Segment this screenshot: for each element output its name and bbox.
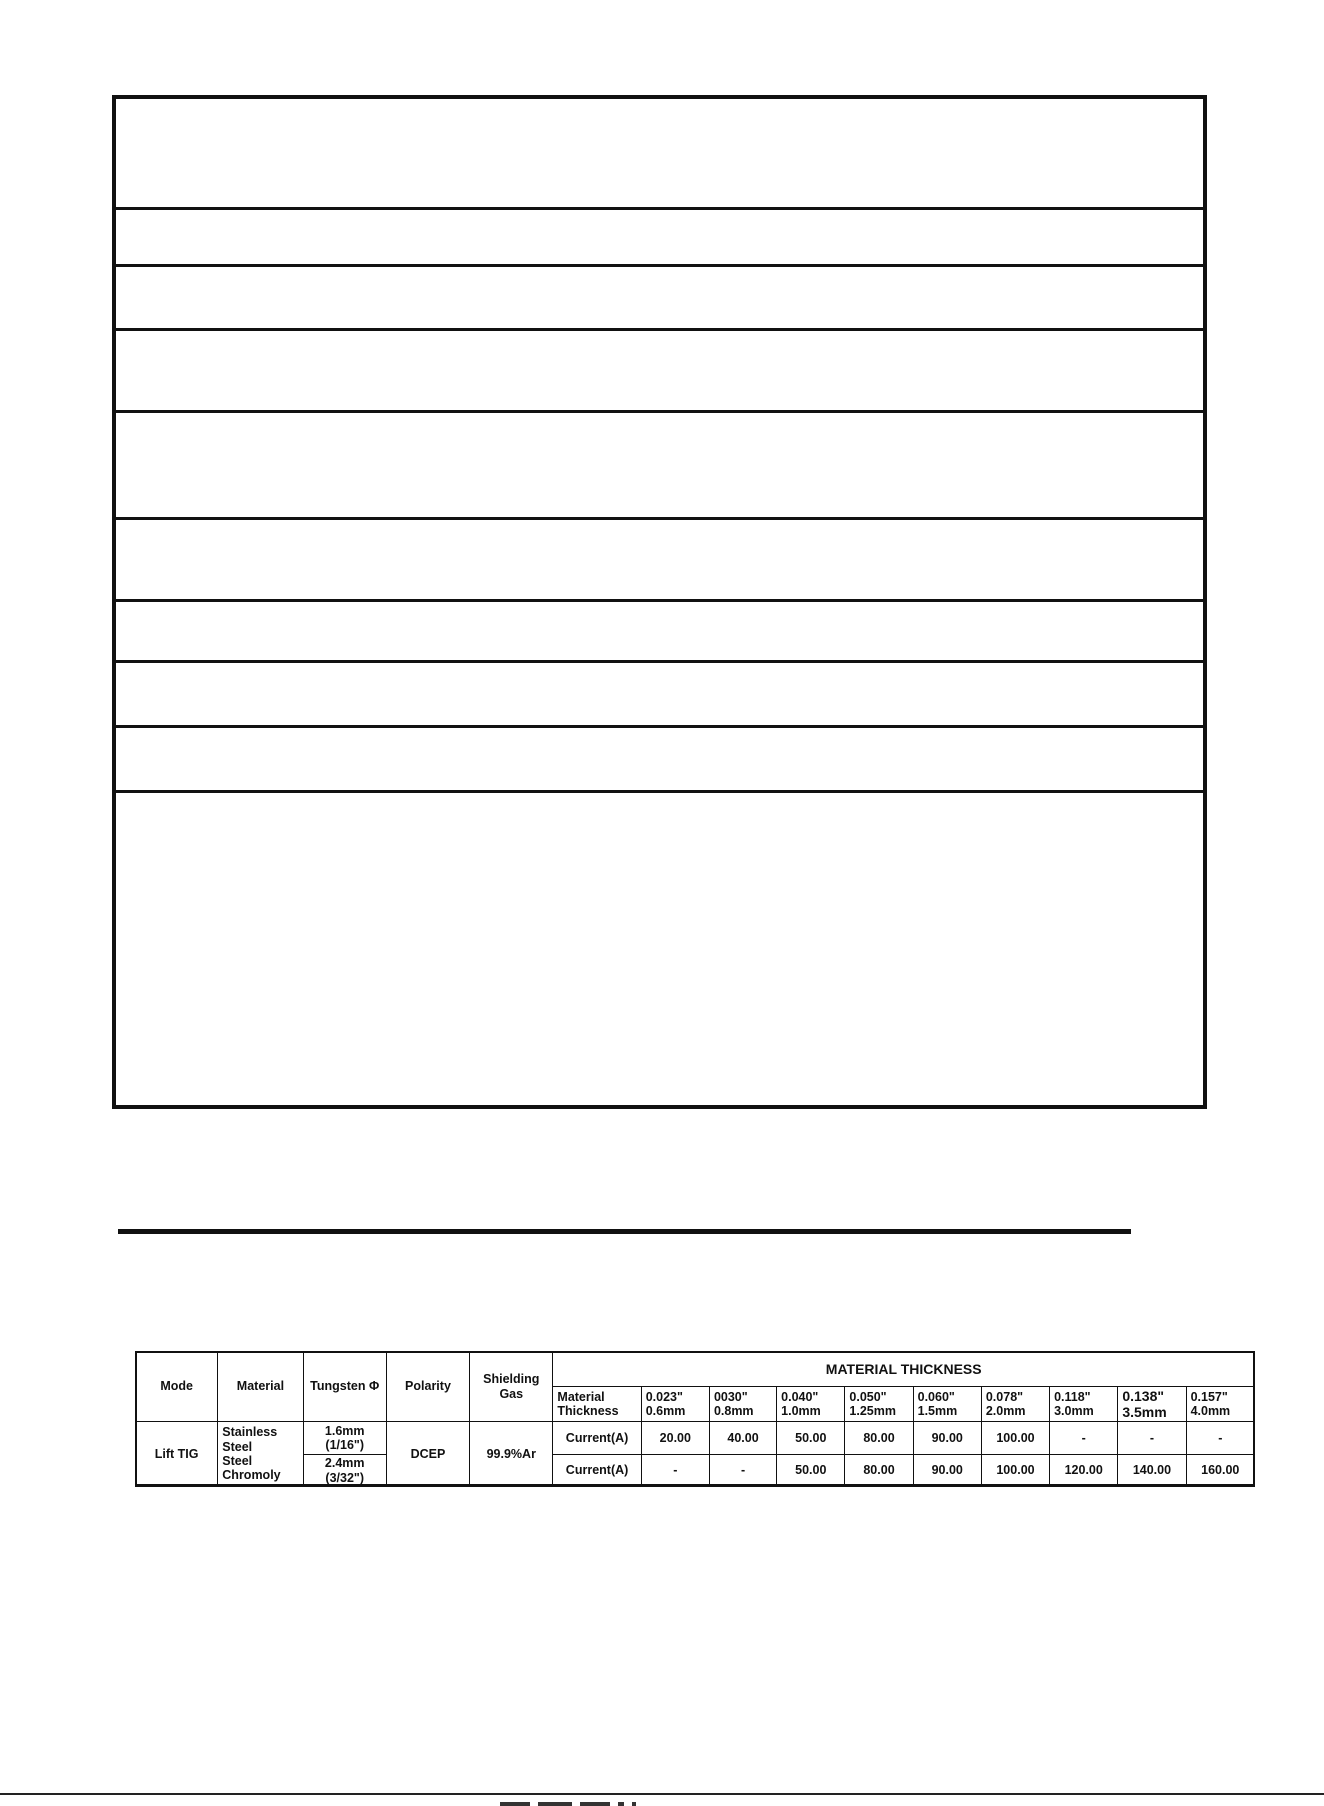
tungsten-inch: (3/32") [325,1470,364,1485]
bottom-scan-marks [500,1788,644,1794]
thickness-mm: 2.0mm [985,1404,1026,1418]
thickness-inch: 0.023" [645,1389,683,1404]
current-value: 90.00 [913,1455,981,1487]
current-value: 50.00 [777,1422,845,1455]
polarity-header: Polarity [386,1352,469,1422]
material-cell [218,1422,303,1487]
thickness-cell [1050,1387,1118,1422]
current-value: 100.00 [981,1422,1049,1455]
current-label: Current(A) [553,1455,641,1487]
gas-header-line-2: Gas [499,1386,524,1401]
current-value: 90.00 [913,1422,981,1455]
thickness-inch: 0.157" [1190,1389,1228,1404]
thickness-mm: 1.5mm [917,1404,958,1418]
current-value: 100.00 [981,1455,1049,1487]
form-row [116,599,1203,663]
polarity-cell: DCEP [386,1422,469,1487]
thickness-cell [1186,1387,1254,1422]
current-label: Current(A) [553,1422,641,1455]
thickness-inch: 0.078" [985,1389,1024,1404]
thickness-mm: 0.8mm [713,1404,754,1418]
form-row [116,660,1203,728]
tungsten-size: 1.6mm [324,1423,365,1438]
thickness-mm: 4.0mm [1190,1404,1231,1418]
material-line: Steel [222,1454,253,1468]
form-row [116,207,1203,267]
tungsten-inch: (1/16") [325,1438,364,1452]
blank-form-box [112,95,1207,1109]
current-value: - [709,1455,776,1487]
thickness-cell [981,1387,1049,1422]
thickness-inch: 0.060" [917,1389,955,1404]
material-line: Steel [222,1439,253,1454]
current-value: 20.00 [641,1422,709,1455]
current-value: 80.00 [845,1422,913,1455]
thickness-inch: 0.040" [781,1389,819,1404]
bottom-scan-line [0,1793,1324,1795]
form-row [116,517,1203,602]
tungsten-cell [303,1422,386,1455]
form-row [116,725,1203,793]
material-line: Chromoly [222,1468,281,1483]
form-row [116,264,1203,331]
thickness-inch: 0.138" [1122,1387,1164,1404]
tungsten-cell [303,1455,386,1487]
material-line: Stainless [222,1425,278,1440]
current-value: - [1050,1422,1118,1455]
gas-header-line-1: Shielding [483,1372,540,1387]
thickness-inch: 0030" [713,1389,748,1404]
thickness-mm: 1.0mm [781,1404,821,1418]
thickness-cell [913,1387,981,1422]
welding-parameters-table [135,1351,1255,1487]
current-value: 40.00 [709,1422,776,1455]
current-value: 160.00 [1186,1455,1254,1487]
mode-header: Mode [136,1352,218,1422]
material-header: Material [218,1352,303,1422]
form-row [116,99,1203,210]
thickness-mm: 0.6mm [645,1404,686,1418]
tungsten-size: 2.4mm [324,1456,365,1471]
current-value: - [641,1455,709,1487]
thickness-cell [1118,1387,1186,1422]
gas-cell: 99.9%Ar [470,1422,553,1487]
thickness-mm: 1.25mm [849,1404,896,1418]
thickness-cell [777,1387,845,1422]
thickness-label-line-2: Thickness [557,1404,619,1418]
current-value: 120.00 [1050,1455,1118,1487]
current-value: 80.00 [845,1455,913,1487]
current-value: 140.00 [1118,1455,1186,1487]
thickness-cell [709,1387,776,1422]
tungsten-header: Tungsten Φ [303,1352,386,1422]
thickness-label [553,1387,641,1422]
form-row [116,328,1203,413]
thickness-inch: 0.050" [849,1389,887,1404]
thickness-label-line-1: Material [557,1389,605,1404]
horizontal-rule [118,1229,1131,1234]
mode-cell: Lift TIG [136,1422,218,1487]
current-value: - [1186,1422,1254,1455]
form-row [116,410,1203,520]
current-value: 50.00 [777,1455,845,1487]
thickness-inch: 0.118" [1054,1389,1091,1404]
material-thickness-header: MATERIAL THICKNESS [553,1352,1255,1387]
current-value: - [1118,1422,1186,1455]
thickness-cell [641,1387,709,1422]
thickness-mm: 3.5mm [1122,1404,1167,1420]
thickness-mm: 3.0mm [1054,1404,1094,1418]
thickness-cell [845,1387,913,1422]
gas-header [470,1352,553,1422]
